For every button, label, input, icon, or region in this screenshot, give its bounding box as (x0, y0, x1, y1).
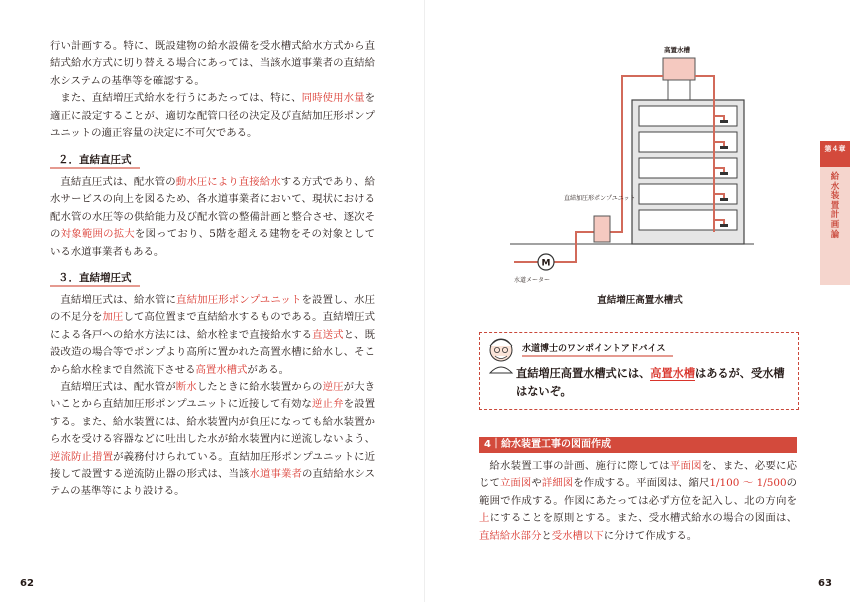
advice-title-underline (522, 355, 673, 357)
system-diagram (510, 36, 770, 286)
tank-label: 高置水槽 (664, 46, 690, 54)
section2-text (50, 174, 375, 261)
advice-text (516, 365, 786, 401)
heading-underline (50, 167, 140, 169)
chapter-number: 第４章 (820, 141, 850, 167)
elevated-tank-icon (663, 58, 695, 80)
highlighted-term: 直結給水部分 (479, 529, 542, 542)
professor-mascot-icon (484, 335, 518, 375)
advice-box (479, 332, 799, 410)
highlighted-term: 断水 (175, 381, 197, 394)
highlighted-term: 1/100 ～ 1/500 (709, 477, 787, 490)
pump-label: 直結加圧形ポンプユニット (564, 195, 636, 202)
text-segment: を図っており、5階を超える建物をその対象としている水道事業者もある。 (50, 228, 376, 258)
building-icon (510, 100, 754, 244)
highlighted-term: 水道事業者 (249, 468, 302, 481)
text-segment: 直結増圧高置水槽式には、 (516, 367, 651, 380)
intro-text-2 (50, 90, 375, 142)
text-segment: したときに給水装置からの (196, 381, 323, 394)
section4-text (479, 458, 797, 545)
highlighted-term: 詳細図 (541, 477, 574, 490)
highlighted-term: 高置水槽 (650, 367, 696, 380)
section2-paragraph (50, 174, 375, 261)
highlighted-term: 受水槽以下 (551, 529, 604, 542)
meter-symbol: M (541, 258, 551, 269)
text-segment: 行い計画する。特に、既設建物の給水設備を受水槽式給水方式から直結式給水方式に切り替える場合にあっては、当該水道事業者の直結給水システムの基準等を確認する。 (50, 40, 375, 87)
page-number-right: 63 (818, 578, 832, 589)
text-segment: を設置し、水圧の不足分を (50, 294, 375, 324)
highlighted-term: 直結加圧形ポンプユニット (176, 294, 302, 306)
heading-booster-label: ３．直結増圧式 (58, 272, 132, 284)
text-segment: に分けて作成する。 (603, 529, 698, 542)
text-segment: にすることを原則とする。また、受水槽式給水の場合の図面は、 (489, 512, 797, 525)
section3-paragraph (50, 292, 375, 501)
highlighted-term: 高置水槽式 (195, 363, 248, 376)
text-segment: を作成する。平面図は、縮尺 (573, 477, 710, 490)
section3-text-a (50, 292, 375, 379)
text-segment: 直結増圧式は、給水管に (60, 294, 177, 306)
page-number-left: 62 (20, 578, 34, 589)
text-segment: が義務付けられている。直結加圧形ポンプユニットに近接して設置する逆流防止器の形式は、当該 (50, 450, 375, 481)
highlighted-term: 加圧 (102, 311, 124, 324)
advice-title (522, 341, 665, 357)
text-segment: する方式であり、給水サービスの向上を図るため、各水道事業者において、現状における配水管の水圧等の供給能力及び配水管の整備計画と整合させ、逐次その (50, 176, 376, 241)
text-segment: の範囲で作成する。作図にあたっては必ず方位を記入し、北の方向を (479, 477, 798, 507)
text-segment: を設置する。また、給水装置には、給水装置内が負圧になっても給水装置から水を受ける容器などに吐出した水が給水装置内に逆流しないよう、 (50, 398, 376, 446)
chapter-side-tab (820, 141, 850, 285)
diagram-caption: 直結増圧高置水槽式 (597, 295, 683, 306)
section4-heading (479, 437, 797, 453)
text-segment: はあるが、受水槽はないぞ。 (516, 367, 785, 398)
advice-title-label: 水道博士のワンポイントアドバイス (522, 344, 666, 354)
highlighted-term: 上 (479, 512, 490, 525)
highlighted-term: 動水圧により直接給水 (175, 176, 281, 188)
text-segment: の直結給水システムの基準等により設ける。 (50, 468, 376, 498)
highlighted-term: 逆圧 (322, 381, 344, 394)
highlighted-term: 同時使用水量 (301, 92, 365, 105)
highlighted-term: 逆流防止措置 (50, 450, 114, 463)
text-segment: が大きいことから直結加圧形ポンプユニットに近接して有効な (50, 381, 376, 411)
text-segment: して高位置まで直結給水するものである。直結増圧式による各戸への給水方法には、給水栓まで直接給水する (50, 311, 376, 341)
pump-unit-icon (594, 216, 610, 242)
highlighted-term: 立面図 (499, 477, 532, 490)
highlighted-term: 対象範囲の拡大 (60, 228, 135, 241)
heading-booster (50, 270, 148, 287)
text-segment: と、既設改造の場合等でポンプより高所に置かれた高置水槽に給水し、そこから給水栓まで自然流下させる (50, 328, 376, 376)
text-segment: を、また、必要に応じて (479, 460, 798, 490)
section3-text-b (50, 379, 375, 501)
text-segment: 直結直圧式は、配水管の (60, 176, 176, 188)
text-segment: また、直結増圧式給水を行うにあたっては、特に、 (60, 92, 302, 105)
text-segment: 直結増圧式は、配水管が (60, 381, 176, 394)
intro-text (50, 38, 375, 90)
text-segment: を適正に設定することが、適切な配管口径の決定及び直結加圧形ポンプユニットの適正容量の決定に不可欠である。 (50, 92, 376, 140)
text-segment: 給水装置工事の計画、施行に際しては (489, 460, 670, 472)
meter-label: 水道メーター (514, 277, 551, 284)
heading-direct-pressure (50, 152, 148, 169)
text-segment: や (531, 477, 542, 490)
section4-paragraph (479, 458, 797, 545)
intro-paragraph (50, 38, 375, 142)
highlighted-term: 直送式 (312, 328, 344, 341)
text-segment: がある。 (247, 363, 289, 376)
heading-direct-pressure-label: ２．直結直圧式 (58, 154, 132, 166)
section4-heading-label: 4｜給水装置工事の図面作成 (484, 439, 611, 450)
chapter-title: 給水装置計画論 (830, 172, 840, 240)
text-segment: と (541, 529, 552, 542)
heading-underline (50, 285, 140, 287)
highlighted-term: 平面図 (669, 460, 702, 472)
page-gutter (424, 0, 425, 602)
highlighted-term: 逆止弁 (312, 398, 344, 411)
